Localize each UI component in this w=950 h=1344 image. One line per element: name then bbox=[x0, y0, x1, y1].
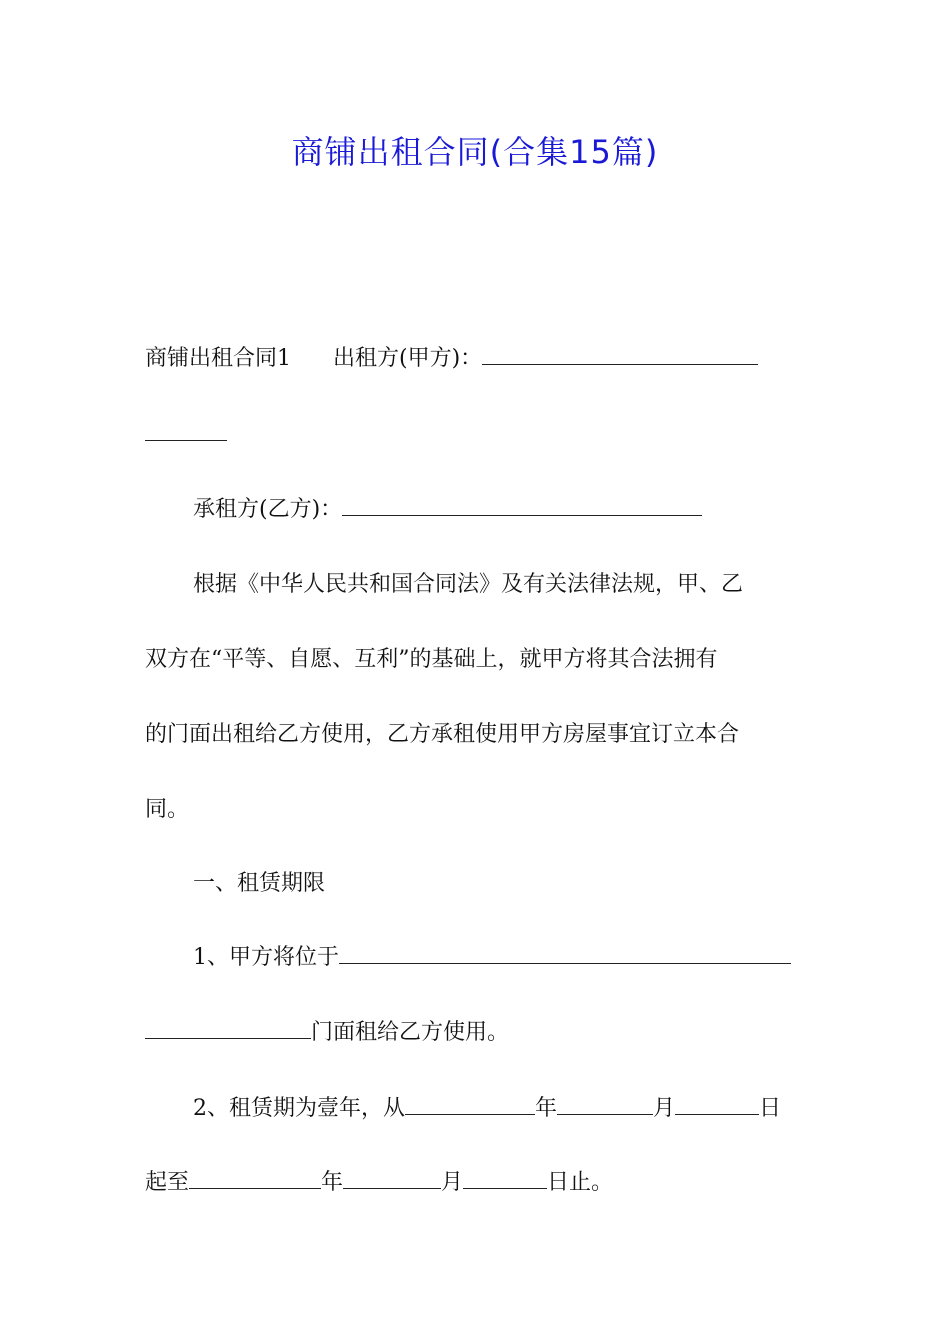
item2-prefix: 2、租赁期为壹年，从 bbox=[193, 1096, 405, 1121]
start-month-unit: 月 bbox=[653, 1096, 676, 1121]
document-title: 商铺出租合同(合集15篇) bbox=[291, 133, 659, 171]
item1-line-2 bbox=[145, 1016, 805, 1050]
preamble-line-1: 根据《中华人民共和国合同法》及有关法律法规，甲、乙 bbox=[193, 572, 744, 597]
lessor-label: 出租方(甲方)： bbox=[333, 346, 483, 371]
end-year-unit: 年 bbox=[321, 1170, 344, 1195]
start-day-unit: 日 bbox=[759, 1096, 782, 1121]
start-year-blank bbox=[405, 1092, 535, 1115]
start-day-blank bbox=[675, 1092, 759, 1115]
contract-heading: 商铺出租合同1 bbox=[145, 346, 291, 371]
start-year-unit: 年 bbox=[535, 1096, 558, 1121]
start-month-blank bbox=[557, 1092, 653, 1115]
item1-suffix: 门面租给乙方使用。 bbox=[311, 1020, 510, 1045]
lessee-label: 承租方(乙方)： bbox=[193, 497, 343, 522]
preamble-line-3: 的门面出租给乙方使用，乙方承租使用甲方房屋事宜订立本合 bbox=[145, 722, 740, 747]
end-suffix: 日止。 bbox=[547, 1170, 614, 1195]
lessor-blank-continued bbox=[145, 418, 227, 441]
end-month-unit: 月 bbox=[441, 1170, 464, 1195]
item2-line bbox=[193, 1092, 805, 1126]
item1-location-blank bbox=[339, 941, 791, 964]
end-month-blank bbox=[343, 1166, 441, 1189]
end-prefix: 起至 bbox=[145, 1170, 190, 1195]
lessor-blank bbox=[482, 342, 758, 365]
item1-line bbox=[193, 941, 805, 975]
lessee-blank bbox=[342, 493, 702, 516]
end-year-blank bbox=[189, 1166, 321, 1189]
preamble-line-4: 同。 bbox=[145, 797, 190, 822]
lessor-blank-continued-line bbox=[145, 418, 805, 452]
item1-prefix: 1、甲方将位于 bbox=[193, 945, 339, 970]
lessor-line bbox=[145, 342, 805, 376]
item2-line-2 bbox=[145, 1166, 805, 1200]
lessee-line bbox=[193, 493, 805, 527]
preamble-line-2: 双方在“平等、自愿、互利”的基础上，就甲方将其合法拥有 bbox=[145, 647, 718, 672]
end-day-blank bbox=[463, 1166, 547, 1189]
section1-heading: 一、租赁期限 bbox=[193, 871, 326, 896]
item1-location-blank-continued bbox=[145, 1016, 311, 1039]
